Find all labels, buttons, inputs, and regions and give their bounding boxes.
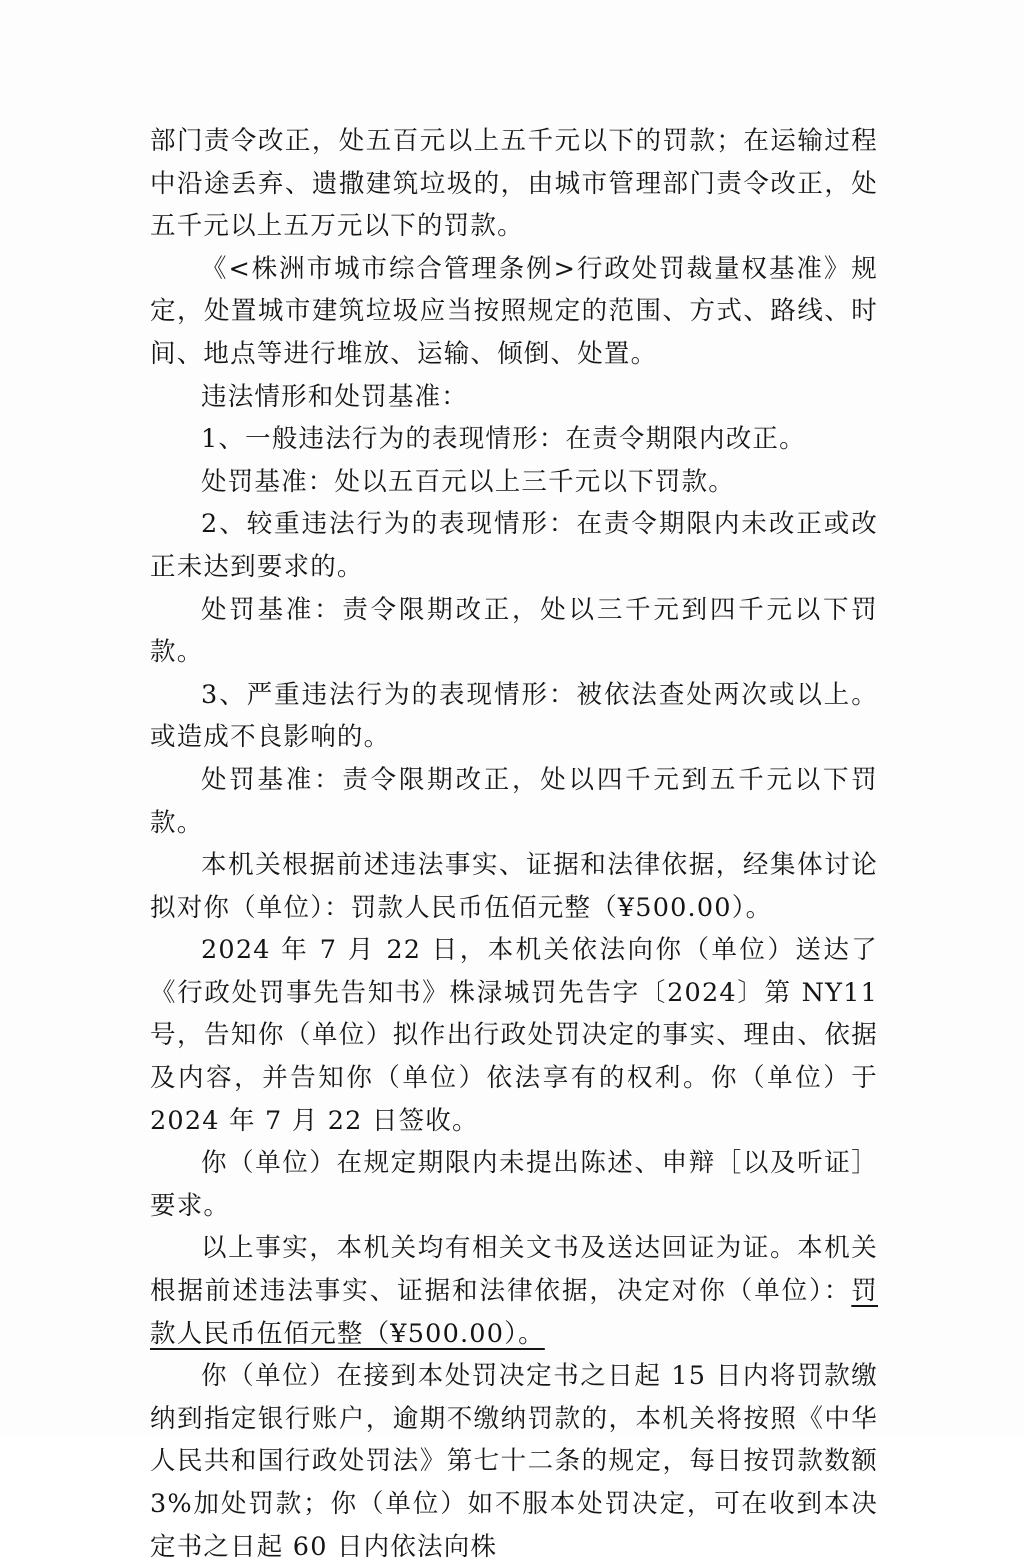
- paragraph-13-text: 以上事实，本机关均有相关文书及送达回证为证。本机关根据前述违法事实、证据和法律依据，决定对你（单位）：: [150, 1233, 878, 1307]
- paragraph-13: [150, 1227, 878, 1355]
- paragraph-6: 2、较重违法行为的表现情形：在责令期限内未改正或改正未达到要求的。: [150, 509, 878, 582]
- paragraph-3: 违法情形和处罚基准：: [201, 381, 469, 412]
- paragraph-9: 处罚基准：责令限期改正，处以四千元到五千元以下罚款。: [150, 764, 878, 838]
- paragraph-5: 处罚基准：处以五百元以上三千元以下罚款。: [201, 466, 736, 497]
- paragraph-2: 《<株洲市城市综合管理条例>行政处罚裁量权基准》规定，处置城市建筑垃圾应当按照规定的范围、方式、路线、时间、地点等进行堆放、运输、倾倒、处置。: [150, 253, 878, 369]
- paragraph-12: 你（单位）在规定期限内未提出陈述、申辩［以及听证］要求。: [150, 1148, 878, 1221]
- paragraph-8: 3、严重违法行为的表现情形：被依法查处两次或以上。或造成不良影响的。: [150, 679, 878, 753]
- paragraph-4: 1、一般违法行为的表现情形：在责令期限内改正。: [201, 424, 806, 455]
- penalty-decision-amount: 罚款人民币伍佰元整（¥500.00）。: [150, 1276, 878, 1349]
- paragraph-14: 你（单位）在接到本处罚决定书之日起 15 日内将罚款缴纳到指定银行账户，逾期不缴纳罚款的，本机关将按照《中华人民共和国行政处罚法》第七十二条的规定，每日按罚款数额 3%加处罚款；你（单位）如不服本处罚决定，可在收到本决定书之日起 60 日内依法向株: [150, 1361, 878, 1562]
- paragraph-11: 2024 年 7 月 22 日，本机关依法向你（单位）送达了《行政处罚事先告知书》株渌城罚先告字〔2024〕第 NY11 号，告知你（单位）拟作出行政处罚决定的事实、理由、依据及内容，并告知你（单位）依法享有的权利。你（单位）于 2024 年 7 月 22 日签收。: [150, 935, 878, 1136]
- document-body: [150, 120, 878, 1568]
- paragraph-10: 本机关根据前述违法事实、证据和法律依据，经集体讨论拟对你（单位）：罚款人民币伍佰元整（¥500.00）。: [150, 850, 878, 923]
- paragraph-1: 部门责令改正，处五百元以上五千元以下的罚款；在运输过程中沿途丢弃、遗撒建筑垃圾的，由城市管理部门责令改正，处五千元以上五万元以下的罚款。: [150, 126, 878, 242]
- paragraph-7: 处罚基准：责令限期改正，处以三千元到四千元以下罚款。: [150, 594, 878, 668]
